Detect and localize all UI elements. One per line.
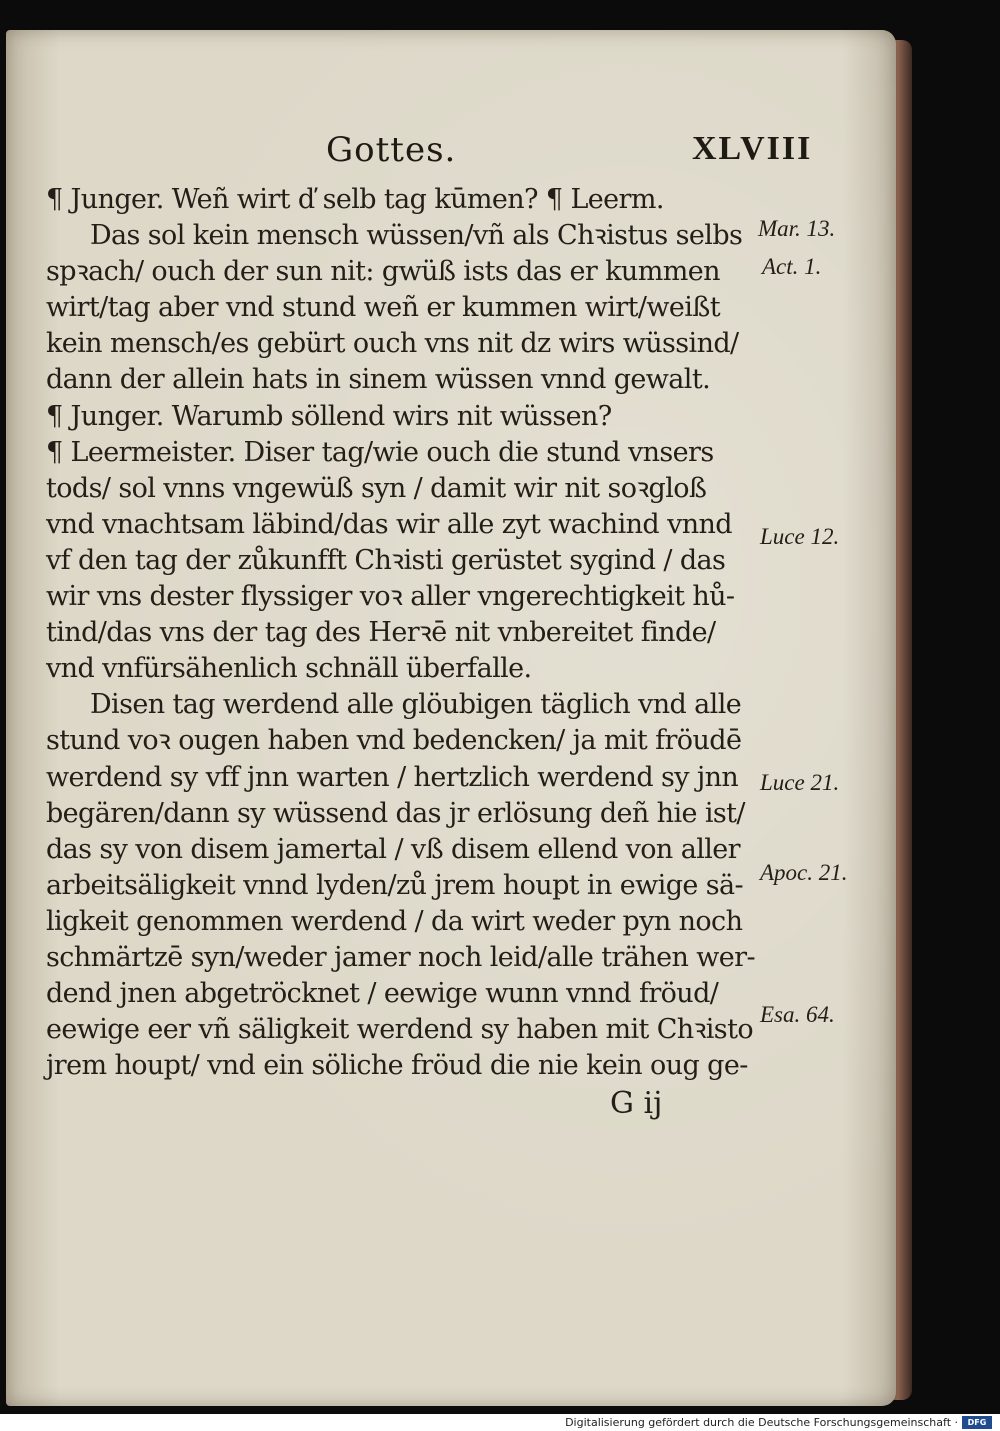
text-line: vnd vnachtsam läbind/das wir alle zyt wachind vnnd — [46, 508, 732, 540]
text-line: wir vns dester flyssiger voꝛ aller vngerechtigkeit hů- — [46, 581, 735, 613]
text-line: ¶ Junger. Weñ wirt ď selb tag kūmen? ¶ Leerm. — [46, 184, 664, 215]
text-line: dend jnen abgetröcknet / eewige wunn vnnd fröud/ — [46, 978, 719, 1010]
text-line: stund voꝛ ougen haben vnd bedencken/ ja mit fröudē — [46, 725, 742, 757]
text-line: das sy von disem jamertal / vß disem ellend von aller — [46, 833, 740, 865]
text-line: tind/das vns der tag des Herꝛē nit vnbereitet finde/ — [46, 617, 716, 649]
text-line: Disen tag werdend alle glöubigen täglich vnd alle — [90, 689, 742, 721]
text-line: wirt/tag aber vnd stund weñ er kummen wirt/weißt — [46, 292, 720, 324]
margin-note: Act. 1. — [762, 254, 822, 279]
text-line: ¶ Leermeister. Diser tag/wie ouch die stund vnsers — [46, 436, 714, 468]
margin-note: Luce 21. — [760, 770, 840, 795]
text-line: ¶ Junger. Warumb söllend wirs nit wüssen? — [46, 400, 612, 432]
signature-mark: G ij — [610, 1086, 663, 1121]
text-line: kein mensch/es gebürt ouch vns nit dz wirs wüssind/ — [46, 328, 739, 360]
text-line: vf den tag der zůkunfft Chꝛisti gerüstet sygind / das — [46, 544, 726, 576]
footer-bar — [0, 1414, 1000, 1431]
margin-note: Esa. 64. — [760, 1002, 835, 1027]
text-line: werdend sy vff jnn warten / hertzlich werdend sy jnn — [46, 761, 739, 793]
margin-note: Mar. 13. — [758, 216, 836, 241]
margin-note: Luce 12. — [760, 524, 840, 549]
folio-number: XLVIII — [692, 130, 813, 167]
text-line: tods/ sol vnns vngewüß syn / damit wir nit soꝛgloß — [46, 472, 707, 504]
text-line: Das sol kein mensch wüssen/vñ als Chꝛistus selbs — [90, 220, 743, 252]
text-line: jrem houpt/ vnd ein söliche fröud die nie kein oug ge- — [46, 1050, 748, 1082]
book-page — [6, 30, 896, 1406]
text-line: arbeitsäligkeit vnnd lyden/zů jrem houpt in ewige sä- — [46, 869, 744, 901]
main-text-block — [46, 182, 766, 1084]
funding-credit: Digitalisierung gefördert durch die Deutsche Forschungsgemeinschaft · — [565, 1416, 958, 1429]
text-line: dann der allein hats in sinem wüssen vnnd gewalt. — [46, 364, 711, 396]
dfg-logo: DFG — [962, 1416, 992, 1429]
margin-note: Apoc. 21. — [760, 860, 848, 885]
text-line: ligkeit genommen werdend / da wirt weder pyn noch — [46, 905, 743, 937]
text-line: schmärtzē syn/weder jamer noch leid/alle trähen wer- — [46, 941, 755, 973]
text-line: begären/dann sy wüssend das jr erlösung deñ hie ist/ — [46, 797, 745, 829]
running-head-title: Gottes. — [326, 130, 457, 170]
text-line: eewige eer vñ säligkeit werdend sy haben mit Chꝛisto — [46, 1014, 753, 1046]
text-line: vnd vnfürsähenlich schnäll überfalle. — [46, 653, 532, 685]
text-line: spꝛach/ ouch der sun nit: gwüß ists das er kummen — [46, 256, 720, 288]
